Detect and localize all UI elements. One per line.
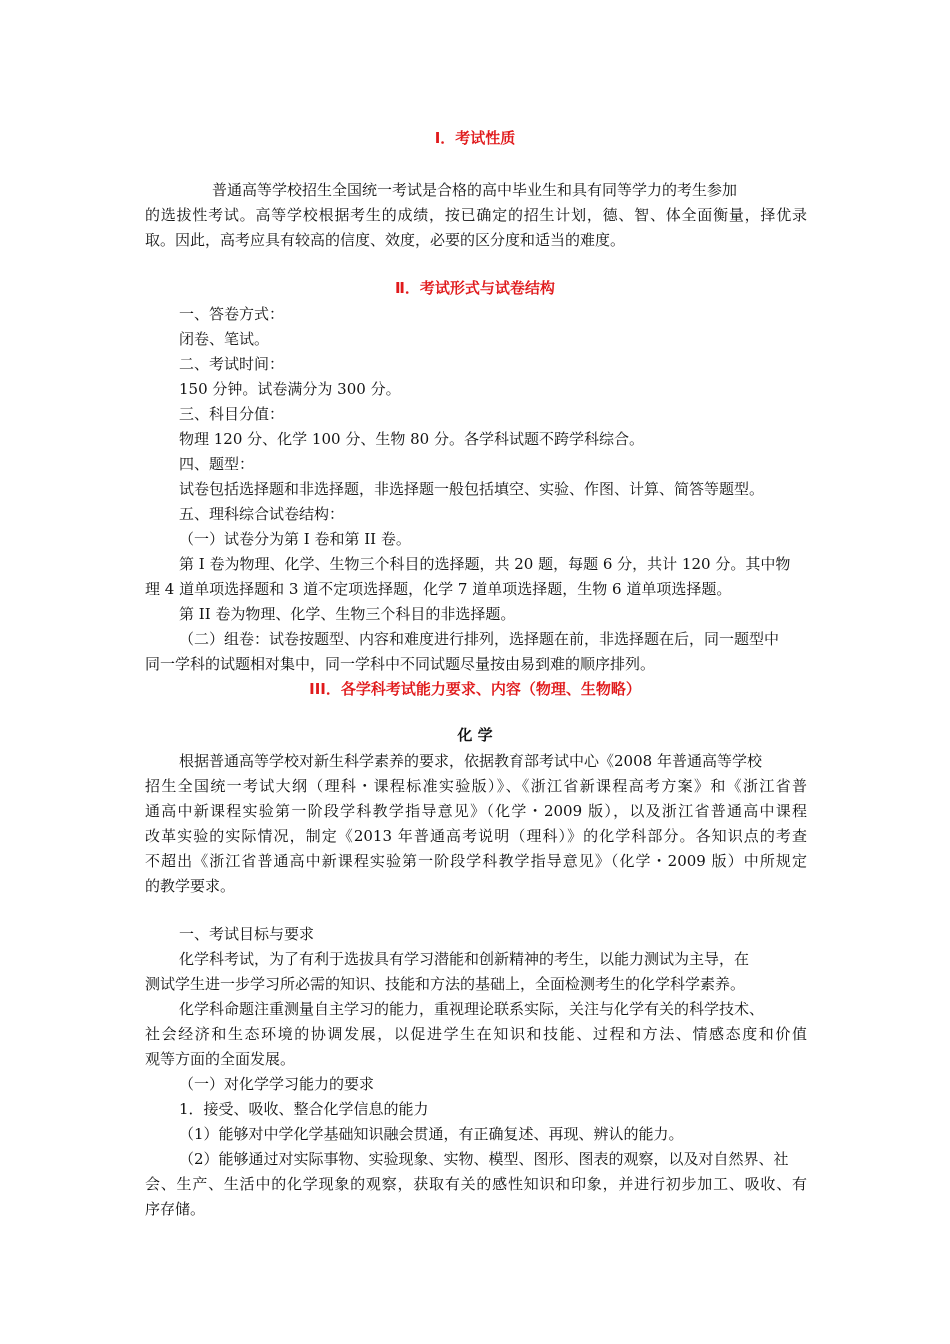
- goal-heading: 一、考试目标与要求: [179, 925, 315, 943]
- section-2-title: Ⅱ．考试形式与试卷结构: [395, 279, 555, 297]
- nature-paragraph-line-1: 普通高等学校招生全国统一考试是合格的高中毕业生和具有同等学力的考生参加: [212, 181, 738, 199]
- format-subheading-1: （一）试卷分为第 I 卷和第 II 卷。: [179, 530, 411, 548]
- format-heading-5: 五、理科综合试卷结构：: [179, 505, 345, 523]
- ability-heading: （一）对化学学习能力的要求: [179, 1075, 375, 1093]
- chemistry-intro-line-1: 根据普通高等学校对新生科学素养的要求，依据教育部考试中心《2008 年普通高等学校: [179, 752, 762, 770]
- ability-item-1-2-line-3: 序存储。: [145, 1200, 206, 1218]
- format-value-1: 闭卷、笔试。: [179, 330, 270, 348]
- ability-item-1-2-line-1: （2）能够通过对实际事物、实验现象、实物、模型、图形、图表的观察，以及对自然界、社: [179, 1150, 789, 1168]
- goal-paragraph-2-line-3: 观等方面的全面发展。: [145, 1050, 296, 1068]
- section-1-title: Ⅰ．考试性质: [434, 129, 516, 147]
- goal-paragraph-1-line-2: 测试学生进一步学习所必需的知识、技能和方法的基础上，全面检测考生的化学科学素养。: [145, 975, 746, 993]
- format-sub1-paragraph-line-2: 理 4 道单项选择题和 3 道不定项选择题，化学 7 道单项选择题，生物 6 道单项选择题。: [145, 580, 732, 598]
- format-value-3: 物理 120 分、化学 100 分、生物 80 分。各学科试题不跨学科综合。: [179, 430, 644, 448]
- ability-item-1-2-line-2: 会、生产、生活中的化学现象的观察，获取有关的感性知识和印象，并进行初步加工、吸收、有: [145, 1175, 807, 1193]
- format-heading-3: 三、科目分值：: [179, 405, 285, 423]
- format-subheading-2-line-1: （二）组卷：试卷按题型、内容和难度进行排列，选择题在前，非选择题在后，同一题型中: [179, 630, 780, 648]
- format-heading-1: 一、答卷方式：: [179, 305, 285, 323]
- chemistry-intro-line-2: 招生全国统一考试大纲（理科・课程标准实验版）》、《浙江省新课程高考方案》和《浙江省普: [145, 777, 807, 795]
- format-heading-2: 二、考试时间：: [179, 355, 285, 373]
- nature-paragraph-line-2: 的选拔性考试。高等学校根据考生的成绩，按已确定的招生计划，德、智、体全面衡量，择优录: [145, 206, 807, 224]
- goal-paragraph-2-line-2: 社会经济和生态环境的协调发展，以促进学生在知识和技能、过程和方法、情感态度和价值: [145, 1025, 807, 1043]
- nature-paragraph-line-3: 取。因此，高考应具有较高的信度、效度，必要的区分度和适当的难度。: [145, 231, 626, 249]
- chemistry-intro-line-5: 不超出《浙江省普通高中新课程实验第一阶段学科教学指导意见》（化学・2009 版）中所规定: [145, 852, 807, 870]
- section-3-title: III．各学科考试能力要求、内容（物理、生物略）: [309, 680, 641, 698]
- chemistry-intro-line-4: 改革实验的实际情况，制定《2013 年普通高考说明（理科）》的化学科部分。各知识点的考查: [145, 827, 807, 845]
- chemistry-intro-line-6: 的教学要求。: [145, 877, 236, 895]
- format-subheading-2-line-2: 同一学科的试题相对集中，同一学科中不同试题尽量按由易到难的顺序排列。: [145, 655, 656, 673]
- ability-item-1: 1．接受、吸收、整合化学信息的能力: [179, 1100, 429, 1118]
- format-value-2: 150 分钟。试卷满分为 300 分。: [179, 380, 401, 398]
- goal-paragraph-1-line-1: 化学科考试，为了有利于选拔具有学习潜能和创新精神的考生，以能力测试为主导，在: [179, 950, 750, 968]
- chemistry-intro-line-3: 通高中新课程实验第一阶段学科教学指导意见》（化学・2009 版），以及浙江省普通高中课程: [145, 802, 807, 820]
- format-sub1-paragraph-line-1: 第 I 卷为物理、化学、生物三个科目的选择题，共 20 题，每题 6 分，共计 120 分。其中物: [179, 555, 791, 573]
- format-heading-4: 四、题型：: [179, 455, 255, 473]
- chemistry-title: 化 学: [457, 726, 493, 744]
- goal-paragraph-2-line-1: 化学科命题注重测量自主学习的能力，重视理论联系实际，关注与化学有关的科学技术、: [179, 1000, 765, 1018]
- format-sub1-paragraph-2: 第 II 卷为物理、化学、生物三个科目的非选择题。: [179, 605, 516, 623]
- format-value-4: 试卷包括选择题和非选择题，非选择题一般包括填空、实验、作图、计算、简答等题型。: [179, 480, 765, 498]
- ability-item-1-1: （1）能够对中学化学基础知识融会贯通，有正确复述、再现、辨认的能力。: [179, 1125, 684, 1143]
